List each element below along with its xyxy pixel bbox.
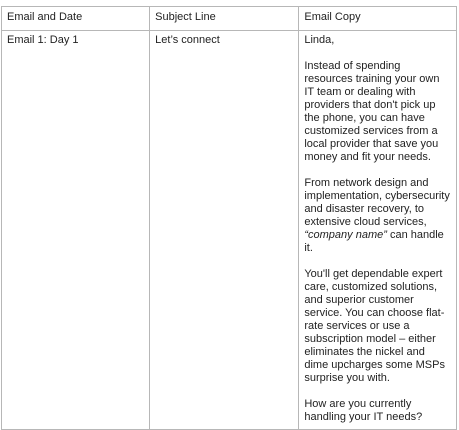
header-subject-line[interactable]: Subject Line	[150, 7, 299, 31]
services-text-start: From network design and implementation, cybersecurity and disaster recovery, to extensive cloud services,	[304, 177, 450, 228]
email-sequence-table	[1, 6, 457, 430]
company-name-placeholder: “company name”	[304, 229, 387, 241]
header-email-copy[interactable]: Email Copy	[299, 7, 457, 31]
table-header-row	[2, 7, 457, 31]
email-greeting: Linda,	[304, 34, 335, 46]
email-closing-question: How are you currently handling your IT needs?	[304, 398, 423, 423]
services-text-end: can handle it.	[304, 229, 444, 254]
email-paragraph-benefits: You'll get dependable expert care, customized solutions, and superior customer service. You can choose flat-rate services or use a subscription model – either eliminates the nickel and dime upcharges some MSPs surprise you with.	[304, 268, 445, 384]
email-paragraph-intro: Instead of spending resources training your own IT team or dealing with providers that don't pick up the phone, you can have customized services from a local provider that save you money and fit your needs.	[304, 60, 440, 163]
cell-subject-line[interactable]: Let’s connect	[150, 31, 299, 430]
email-paragraph-services	[304, 177, 451, 255]
header-email-and-date[interactable]: Email and Date	[2, 7, 150, 31]
cell-email-copy[interactable]	[299, 31, 457, 430]
table-row	[2, 31, 457, 430]
cell-email-and-date[interactable]: Email 1: Day 1	[2, 31, 150, 430]
